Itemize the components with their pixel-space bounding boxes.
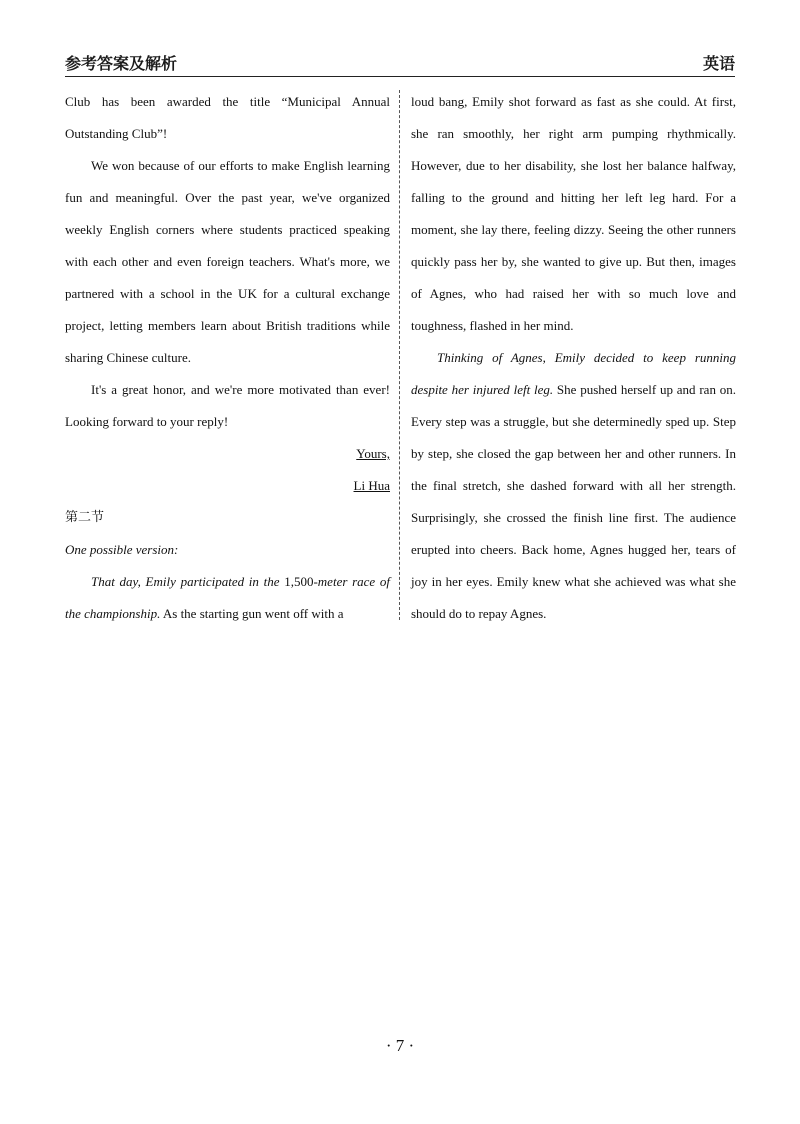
version-label: One possible version: [65,542,179,557]
letter-paragraph-2: We won because of our efforts to make English learning fun and meaningful. Over the past year, we've organized weekly English corners where students practiced speaking with each other and even foreign teachers. What's more, we partnered with a school in the UK for a cultural exchange project, letting members learn about British traditions while sharing Chinese culture. [65,158,390,365]
section-title: 第二节 [65,510,105,525]
left-column [65,86,390,630]
letter-signature: Li Hua [353,478,390,493]
column-divider [399,90,400,620]
page-number: · 7 · [385,1036,415,1055]
header-left-title: 参考答案及解析 [65,54,178,73]
story-opening: That day, Emily participated in the 1,500-meter race of the championship. As the starting gun went off with a [65,574,391,621]
right-column [411,86,736,630]
letter-paragraph-1: Club has been awarded the title “Municipal Annual Outstanding Club”! [65,94,390,141]
letter-closing: Yours, [356,446,390,461]
header-rule [65,76,735,77]
story-paragraph-1: loud bang, Emily shot forward as fast as she could. At first, she ran smoothly, her right arm pumping rhythmically. However, due to her disability, she lost her balance halfway, falling to the ground and hitting her left leg hard. For a moment, she lay there, feeling dizzy. Seeing the other runners quickly pass her by, she wanted to give up. But then, images of Agnes, who had raised her with so much love and toughness, flashed in her mind. [411,94,736,333]
header-subject: 英语 [702,54,735,73]
story-paragraph-2: Thinking of Agnes, Emily decided to keep running despite her injured left leg. She pushed herself up and ran on. Every step was a struggle, but she determinedly sped up. Step by step, she closed the gap between her and other runners. In the final stretch, she dashed forward with all her strength. Surprisingly, she crossed the finish line first. The audience erupted into cheers. Back home, Agnes hugged her, tears of joy in her eyes. Emily knew what she achieved was what she should do to repay Agnes. [411,350,736,621]
letter-paragraph-3: It's a great honor, and we're more motivated than ever! Looking forward to your reply! [65,382,390,429]
page-header [65,52,735,74]
